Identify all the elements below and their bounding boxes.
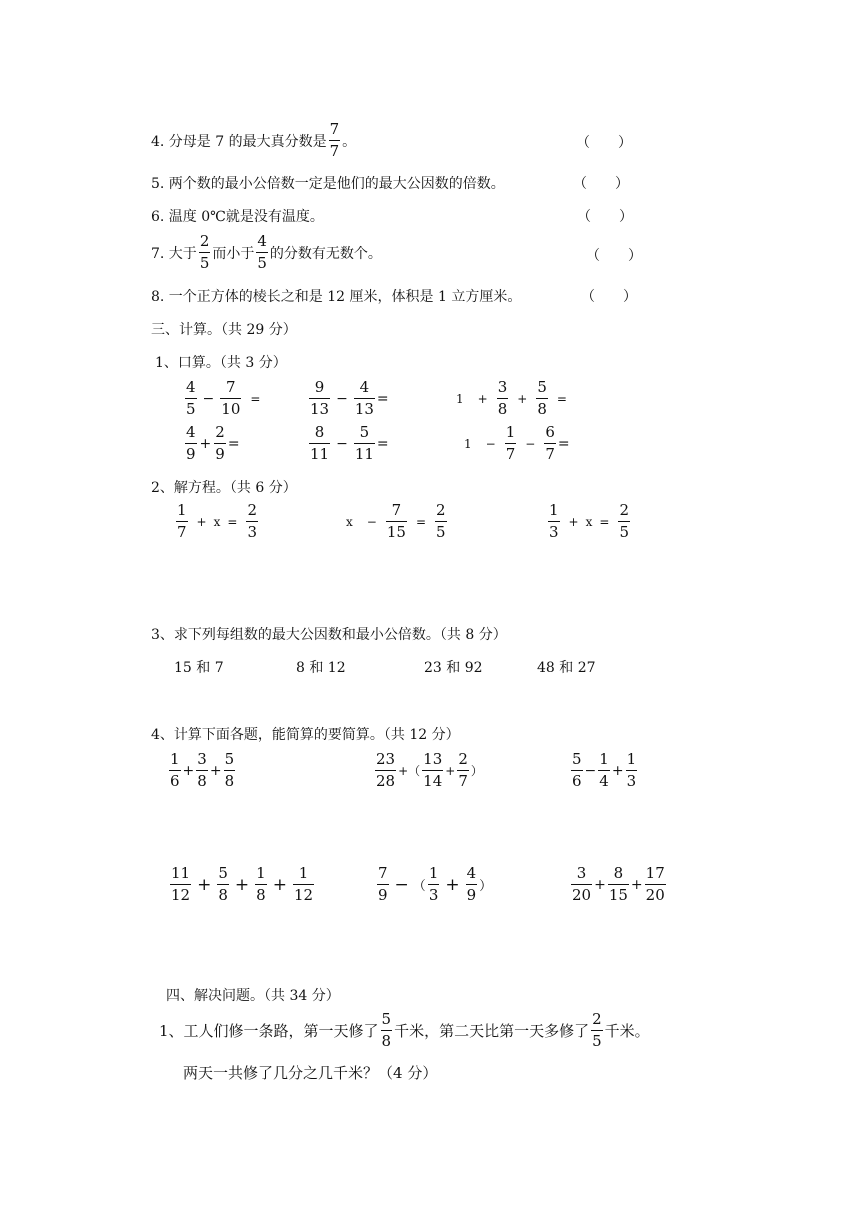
judge-item-8: 8. 一个正方体的棱长之和是 12 厘米，体积是 1 立方厘米。 <box>151 289 522 305</box>
judge-item-5: 5. 两个数的最小公倍数一定是他们的最大公因数的倍数。 <box>151 176 505 192</box>
word-problem-1-question: 两天一共修了几分之几千米？（4 分） <box>183 1064 438 1082</box>
oral-item: $\frac{9}{13}$ − $\frac{4}{13}$ = <box>310 378 389 418</box>
judge-item-7: 7. 大于 $\frac{2}{5}$ 而小于 $\frac{4}{5}$ 的分数有无数个。 <box>151 232 382 272</box>
answer-blank[interactable]: （ ） <box>576 135 632 151</box>
equation-item: $\frac{1}{3}$ + x = $\frac{2}{5}$ <box>549 501 629 541</box>
number-pair: 23 和 92 <box>424 660 483 676</box>
number-pair: 8 和 12 <box>296 660 346 676</box>
judge-item-4: 4. 分母是 7 的最大真分数是 $\frac{7}{7}$ 。 <box>151 120 357 160</box>
number-pair: 15 和 7 <box>174 660 224 676</box>
equation-title: 2、解方程。（共 6 分） <box>151 480 297 496</box>
answer-blank[interactable]: （ ） <box>581 289 637 305</box>
section-4-title: 四、解决问题。（共 34 分） <box>166 988 340 1004</box>
simplify-problem: $\frac{11}{12}$ + $\frac{5}{8}$ + $\frac{1}{8}$ + $\frac{1}{12}$ <box>171 864 314 904</box>
answer-blank[interactable]: （ ） <box>577 209 633 225</box>
oral-calc-title: 1、口算。（共 3 分） <box>155 355 287 371</box>
gcd-lcm-title: 3、求下列每组数的最大公因数和最小公倍数。（共 8 分） <box>151 627 507 643</box>
oral-item: $\frac{4}{9}$ + $\frac{2}{9}$ = <box>186 423 240 463</box>
equation-item: x − $\frac{7}{15}$ = $\frac{2}{5}$ <box>346 501 446 541</box>
oral-item: 1 − $\frac{1}{7}$ − $\frac{6}{7}$ = <box>464 423 570 463</box>
judge-item-6: 6. 温度 0℃就是没有温度。 <box>151 209 324 225</box>
simplify-title: 4、计算下面各题，能简算的要简算。（共 12 分） <box>151 727 460 743</box>
judge-item-4-text: 4. 分母是 7 的最大真分数是 <box>151 133 327 150</box>
simplify-problem: $\frac{1}{6}$ + $\frac{3}{8}$ + $\frac{5}{8}$ <box>170 750 235 790</box>
answer-blank[interactable]: （ ） <box>586 248 642 264</box>
simplify-problem: $\frac{7}{9}$ − （ $\frac{1}{3}$ + $\frac{4}{9}$ ） <box>378 864 493 904</box>
answer-blank[interactable]: （ ） <box>573 176 629 192</box>
number-pair: 48 和 27 <box>537 660 596 676</box>
fraction: $\frac{4}{5}$ <box>257 232 267 272</box>
simplify-problem: $\frac{5}{6}$ − $\frac{1}{4}$ + $\frac{1}{3}$ <box>572 750 637 790</box>
word-problem-1: 1、工人们修一条路，第一天修了 $\frac{5}{8}$ 千米，第二天比第一天多修了 $\frac{2}{5}$ 千米。 <box>159 1010 650 1050</box>
oral-item: 1 + $\frac{3}{8}$ + $\frac{5}{8}$ = <box>456 378 567 418</box>
fraction: $\frac{7}{7}$ <box>329 120 340 160</box>
simplify-problem: $\frac{3}{20}$ + $\frac{8}{15}$ + $\frac{17}{20}$ <box>572 864 665 904</box>
section-3-title: 三、计算。（共 29 分） <box>151 322 297 338</box>
oral-item: $\frac{4}{5}$ − $\frac{7}{10}$ = <box>186 378 261 418</box>
oral-item: $\frac{8}{11}$ − $\frac{5}{11}$ = <box>310 423 389 463</box>
equation-item: $\frac{1}{7}$ + x = $\frac{2}{3}$ <box>177 501 257 541</box>
fraction: $\frac{2}{5}$ <box>199 232 210 272</box>
simplify-problem: $\frac{23}{28}$ + （ $\frac{13}{14}$ + $\frac{2}{7}$ ） <box>376 750 483 790</box>
